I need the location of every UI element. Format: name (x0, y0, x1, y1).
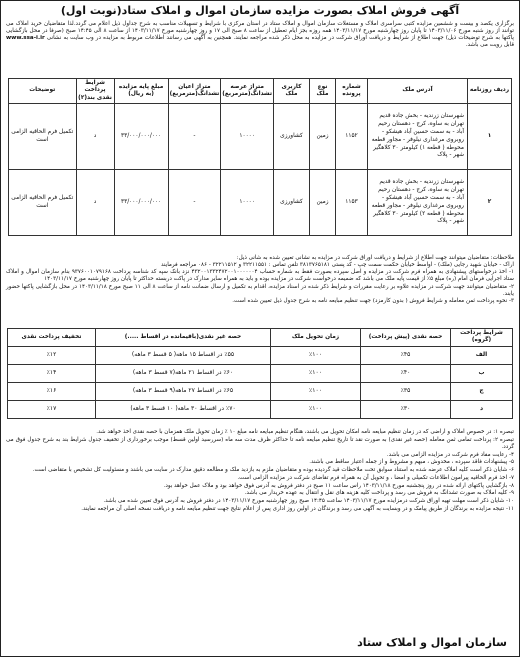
discount-cell: ٪۱۶ (8, 382, 96, 400)
col-group: شرایط پرداخت (گروه) (451, 329, 513, 347)
term-line: ۱۱- نتیجه مزایده به برندگان از طریق پیامک و در وبسایت به آگهی می رسد و برندگان در اولین روز اداری پس از اعلام نتایج جهت تنظیم مبایعه نامه و دریافت نسخه اصلی آن مراجعه نمایند. (81, 505, 514, 512)
term-line: ۴- رعایت مفاد فرم شرکت در مزایده الزامی می باشد. (386, 451, 514, 458)
col-cash-discount: تخفیف پرداخت نقدی (8, 329, 96, 347)
cash-cell: ٪۳۵ (361, 382, 451, 400)
col-delivery-time: زمان تحویل ملک (271, 329, 361, 347)
discount-cell: ٪۱۴ (8, 364, 96, 382)
term-line: تبصره ۲: پرداخت تمامی ثمن معامله (حصه غیر نقدی) به صورت نقد تا تاریخ تنظیم مبایعه نامه تا حداکثر ظرف مدت سه ماه (سررسید اولین قسط) موجب برخورداری از تخفیف جدول شرایط بند به شرح جدول فوق می گردد. (6, 436, 514, 450)
col-land-area: متراژ عرصه تشدانگ(مترمربع) (221, 79, 274, 104)
built-area-cell: - (168, 170, 221, 236)
delivery-cell: ٪۱۰۰ (271, 400, 361, 418)
group-cell: الف (451, 346, 513, 364)
usage-cell: کشاورزی (274, 170, 310, 236)
cash-cell: ٪۳۰ (361, 400, 451, 418)
built-area-cell: - (168, 104, 221, 170)
terms-cell: د (76, 104, 114, 170)
col-usage: کاربری ملک (274, 79, 310, 104)
table-row (8, 364, 513, 382)
note-line: اراک - خیابان شهید رجایی (ملک) - اواسط خیابان حکمت سمت چپ - کد پستی ۳۸۱۳۷۶۵۱۸۱ تلفن تماس : ۳۲۲۱۱۵۵۱ و ۳۲۲۱۱۵۱۲ - ۰۸۶ مراجعه فرمایند (161, 262, 514, 269)
col-payment-terms: شرایط پرداخت نقدی بند(۲) (76, 79, 114, 104)
installments-cell: ٪۶۵ در اقساط ۲۷ ماهه(۹ قسط ۳ ماهه) (96, 382, 271, 400)
table-row (9, 170, 512, 236)
term-line: ۹- کلیه املاک به صورت تشدانگ به فروش می رسد و پرداخت کلیه هزینه های نقل و انتقال به عهده خریدار می باشد. (244, 490, 514, 497)
table-row (9, 104, 512, 170)
row-number: ۱ (468, 104, 512, 170)
file-number-cell: ۱۱۵۳ (336, 170, 368, 236)
installments-cell: ٪۵۵ در اقساط ۱۵ ماهه( ۵ قسط ۳ ماهه) (96, 346, 271, 364)
notice-title: آگهی فروش املاک بصورت مزایده سازمان اموال و املاک ستاد(نوبت اول) (60, 4, 460, 17)
col-description: توضیحات (9, 79, 77, 104)
note-line: ۱- اخذ درخواستهای پیشنهادی به همراه فرم شرکت در مزایده و اصل سپرده بصورت فقط به شماره حساب ۴۳۲۰۰۱۳۳۲۴۷۲۰۰۱۰۰۰۰۰۰۴ نزد بانک سپه کد شناسه پرداخت ۹۳۷۶۰۰۱۰۷۹۱۶۸ بنام سازمان اموال و املاک ستاد اجرایی فرمان امام (ره) مبلغ ۵٪ از قیمت پایه ملک می باشد که ضمیمه درخواست شرکت در مزایده بوده و باید به همراه سایر مدارک در پاکت دربسته حداکثر تا پایان روز چهارشنبه مورخ ۱۴۰۳/۱۱/۱۷ (6, 269, 515, 283)
cash-cell: ٪۴۰ (361, 364, 451, 382)
address-cell: شهرستان زرندیه - بخش جاده قدیم تهران به ساوه، کرج - دهستان رحیم آباد - به سمت حسین آباد هیشکو - روبروی مرغداری نیلوفر - مجاور قطعه محوطه ( قطعه ۱) کیلومتر ۳۰ کلاهگیر شهر - پلاک (368, 104, 468, 170)
term-line: ۷- اخذ فرم الحاقیه پیرامون اطلاعات تکمیلی و امضا ، و تحویل آن به همراه فرم تقاضای شرکت در مزایده الزامی است. (237, 474, 514, 481)
col-address: آدرس ملک (368, 79, 468, 104)
intro-section (6, 21, 514, 50)
group-cell: د (451, 400, 513, 418)
website-link[interactable]: www.ssa-i.ir (6, 35, 45, 42)
term-line: ۵- پیشنهادات فاقد سپرده ، مخدوش ، مبهم و مشروط و از جمله اعتبار ساقط می باشند. (309, 459, 514, 466)
col-row-number: ردیف روزنامه (468, 79, 512, 104)
property-table (8, 78, 512, 236)
discount-cell: ٪۱۷ (8, 400, 96, 418)
terms-section (6, 429, 514, 514)
group-cell: ج (451, 382, 513, 400)
note-line: ۳- نحوه پرداخت ثمن معامله و شرایط فروش ( بدون کارمزد) جهت تنظیم مبایعه نامه به شرح جدول ذیل تعیین شده است. (232, 297, 514, 304)
terms-cell: د (76, 170, 114, 236)
discount-cell: ٪۱۲ (8, 346, 96, 364)
intro-visible-text: قابل رویت می باشد. (465, 42, 514, 49)
land-area-cell: ۱۰۰۰۰ (221, 104, 274, 170)
signature: سازمان اموال و املاک ستاد (357, 635, 507, 649)
col-installments: حصه غیر نقدی(باقیمانده در اقساط .....) (96, 329, 271, 347)
col-built-area: متراژ اعیان تشدانگ(مترمربع) (168, 79, 221, 104)
notes-section (6, 255, 514, 305)
type-cell: زمین (310, 170, 336, 236)
delivery-cell: ٪۱۰۰ (271, 346, 361, 364)
installments-cell: ٪۷۰ در اقساط ۳۰ ماهه( ۱۰ قسط ۳ ماهه) (96, 400, 271, 418)
col-file-number: شماره پرونده (336, 79, 368, 104)
usage-cell: کشاورزی (274, 104, 310, 170)
term-line: ۸- بازگشایی پاکتهای ارائه شده در روز پنجشنبه مورخ ۱۴۰۳/۱۱/۱۸ راس ساعت ۱۱ صبح در دفتر فروش به آدرس فوق خواهد بود و ملاک عمل خواهد بود. (163, 482, 514, 489)
col-cash-share: حصه نقدی (پیش پرداخت) (361, 329, 451, 347)
delivery-cell: ٪۱۰۰ (271, 382, 361, 400)
file-number-cell: ۱۱۵۲ (336, 104, 368, 170)
note-line: ملاحظات: متقاضیان میتوانند جهت اطلاع از شرایط و دریافت اوراق شرکت در مزایده به نشانی تعیین شده به شانی ذیل: (236, 255, 514, 261)
col-property-type: نوع ملک (310, 79, 336, 104)
cash-cell: ٪۴۵ (361, 346, 451, 364)
note-line: ۲- متقاضیان میتوانند جهت شرکت در مزایده علاوه بر رعایت مقررات و شرایط ذکر شده در اسناد مزایده، اقدام به تکمیل و ارسال ضمانت نامه از ساعت ۸ الی ۱۱ صبح مورخ ۱۴۰۳/۱۱/۱۸ در محل بازگشایی پاکتها حضور یابند. (6, 283, 514, 297)
price-cell: ۳۳/۰۰۰/۰۰۰/۰۰۰ (114, 104, 168, 170)
land-area-cell: ۱۰۰۰۰ (221, 170, 274, 236)
description-cell: تکمیل فرم الحاقیه الزامی است (9, 104, 77, 170)
group-cell: ب (451, 364, 513, 382)
intro-paragraph: برگزاری یکصد و بیست و ششمین مزایده کتبی سراسری املاک و مستغلات سازمان اموال و املاک ستاد در استان مرکزی با شرایط و تسهیلات مناسب به شرح جداول ذیل اعلام می گردد.لذا متقاضیان خرید املاک می توانند از روز شنبه مورخ ۱۴۰۳/۱۱/۰۶ تا پایان روز چهارشنبه مورخ ۱۴۰۳/۱۱/۱۷ همه روزه بجز ایام تعطیل از ساعت ۸ صبح الی ۱۷ و روز چهارشنبه مورخ ۱۴۰۳/۱۱/۱۷ از ساعت ۸ الی ۱۴:۴۵ صبح (صرفا در محل بازگشایی پاکتها به شرح توضیحات ذیل) جهت اطلاع از شرایط و دریافت اوراق شرکت در مزایده به محل ذکر شده مراجعه نمایند. (6, 21, 514, 42)
row-number: ۲ (468, 170, 512, 236)
table-row (8, 346, 513, 364)
address-cell: شهرستان زرندیه - بخش جاده قدیم تهران به ساوه، کرج - دهستان رحیم آباد - به سمت حسین آباد هیشکو - روبروی مرغداری نیلوفر - مجاور قطعه محوطه ( قطعه ۲) کیلومتر ۳۰ کلاهگیر شهر - پلاک (368, 170, 468, 236)
col-base-price: مبلغ پایه مزایده (به ریال) (114, 79, 168, 104)
installments-cell: ٪۶۰ در اقساط ۲۱ ماهه(۷ قسط ۳ ماهه) (96, 364, 271, 382)
payment-terms-table (7, 328, 513, 419)
table-row (8, 382, 513, 400)
intro-website-text: همچنین به آگهی می رسانند اطلاعات مربوط به مزایده در وب سایت به نشانی (46, 35, 232, 42)
type-cell: زمین (310, 104, 336, 170)
delivery-cell: ٪۱۰۰ (271, 364, 361, 382)
term-line: تبصره ۱: در خصوص املاک و اراضی که در زمان تنظیم مبایعه نامه امکان تحویل می باشند، هنگام تنظیم مبایعه نامه مبلغ ۱۰ ٪ زمان تحویل ملک همزمان با حصه نقدی اخذ خواهد شد. (96, 429, 514, 435)
table-row (8, 400, 513, 418)
term-line: ۶- شایان ذکر است کلیه املاک عرضه شده به استناد سوابق تحت ملاحظات قید گردیده بوده و متقاضیان ملزم به بازدید ملک و مطالعه دقیق مدارک در سایت می باشند و مسئولیت کل تشخیص با متقاضی است. (32, 467, 514, 474)
price-cell: ۳۳/۰۰۰/۰۰۰/۰۰۰ (114, 170, 168, 236)
description-cell: تکمیل فرم الحاقیه الزامی است (9, 170, 77, 236)
term-line: ۱۰- شایان ذکر است مهلت تهیه اوراق شرکت درمزایده مورخ ۱۴۰۳/۱۱/۱۷ ساعت ۱۴:۴۵ صبح روز چهارشنبه مورخ ۱۴۰۳/۱۱/۱۷ در دفتر فروش به آدرس فوق تعیین شده می باشد. (103, 498, 514, 505)
